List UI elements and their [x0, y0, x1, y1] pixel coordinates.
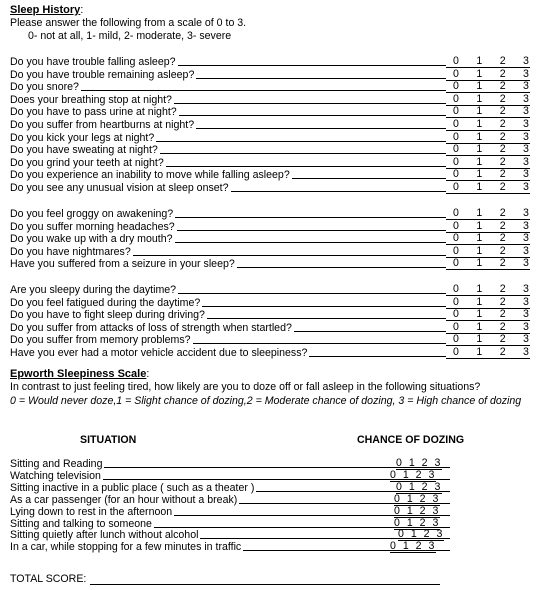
- rating-scale: [446, 283, 530, 296]
- question-text: Do you suffer from heartburns at night?: [10, 119, 195, 131]
- rating-option-0[interactable]: 0: [453, 333, 459, 346]
- rating-option-2[interactable]: 2: [499, 232, 506, 245]
- sleep-history-title-colon: :: [80, 4, 84, 16]
- rating-option-1[interactable]: 1: [476, 244, 483, 257]
- rating-option-2[interactable]: 2: [499, 257, 506, 270]
- question-text: Do you kick your legs at night?: [10, 131, 155, 144]
- answer-line: [81, 90, 446, 91]
- question-row: [10, 105, 530, 118]
- dozing-scale[interactable]: 0 1 2 3: [390, 468, 437, 481]
- rating-option-3[interactable]: 3: [523, 308, 529, 321]
- answer-line: [196, 128, 446, 129]
- answer-line: [160, 153, 446, 154]
- answer-line: [156, 141, 446, 142]
- answer-line: [309, 356, 446, 357]
- rating-option-2[interactable]: 2: [499, 168, 506, 181]
- rating-option-1[interactable]: 1: [476, 118, 483, 130]
- question-row: [10, 346, 530, 359]
- epworth-heading: [10, 368, 149, 380]
- rating-scale: [446, 168, 530, 181]
- rating-option-2[interactable]: 2: [499, 80, 506, 93]
- rating-scale: [446, 80, 530, 93]
- rating-option-1[interactable]: 1: [476, 308, 483, 321]
- rating-option-3[interactable]: 3: [523, 244, 529, 257]
- situation-column-header: SITUATION: [80, 434, 137, 446]
- rating-option-3[interactable]: 3: [523, 130, 529, 143]
- rating-option-0[interactable]: 0: [453, 346, 459, 358]
- question-text: Do you feel fatigued during the daytime?: [10, 296, 201, 309]
- rating-option-1[interactable]: 1: [476, 168, 483, 181]
- answer-line: [207, 318, 446, 319]
- rating-option-2[interactable]: 2: [499, 92, 506, 105]
- question-row: [10, 220, 530, 233]
- rating-option-3[interactable]: 3: [523, 219, 529, 232]
- rating-option-3[interactable]: 3: [523, 232, 529, 245]
- question-row: [10, 283, 530, 296]
- dozing-scale[interactable]: 0 1 2 3: [390, 540, 437, 553]
- answer-line: [196, 78, 446, 79]
- answer-line: [294, 331, 446, 332]
- sleep-history-instruction: Please answer the following from a scale of 0 to 3.: [10, 17, 247, 29]
- rating-option-2[interactable]: 2: [499, 333, 506, 346]
- answer-line: [177, 230, 446, 231]
- rating-option-1[interactable]: 1: [476, 219, 483, 232]
- question-text: Do you feel groggy on awakening?: [10, 208, 174, 220]
- rating-scale: [446, 321, 530, 334]
- question-row: [10, 296, 530, 309]
- situation-row: [10, 518, 450, 530]
- question-text: Do you suffer morning headaches?: [10, 220, 175, 233]
- rating-option-2[interactable]: 2: [499, 143, 506, 156]
- question-text: Have you suffered from a seizure in your sleep?: [10, 258, 235, 271]
- answer-line: [231, 191, 447, 192]
- answer-line: [179, 115, 446, 116]
- rating-option-3[interactable]: 3: [523, 207, 529, 219]
- rating-scale: [446, 232, 530, 245]
- rating-option-3[interactable]: 3: [523, 80, 529, 93]
- rating-option-3[interactable]: 3: [523, 118, 529, 130]
- situation-text: Sitting quietly after lunch without alcohol: [10, 529, 199, 542]
- situation-text: Lying down to rest in the afternoon: [10, 505, 173, 518]
- rating-scale: [446, 93, 530, 106]
- rating-scale: [446, 296, 530, 309]
- rating-option-1[interactable]: 1: [476, 257, 483, 270]
- rating-option-0[interactable]: 0: [453, 308, 459, 321]
- question-text: Do you grind your teeth at night?: [10, 156, 164, 169]
- rating-scale: [446, 207, 530, 220]
- rating-option-0[interactable]: 0: [453, 257, 459, 270]
- rating-option-3[interactable]: 3: [523, 55, 529, 67]
- rating-option-0[interactable]: 0: [453, 130, 459, 143]
- answer-line: [175, 242, 446, 243]
- rating-option-2[interactable]: 2: [499, 295, 506, 308]
- rating-option-1[interactable]: 1: [476, 333, 483, 346]
- question-row: [10, 245, 530, 258]
- situation-text: In a car, while stopping for a few minutes in traffic: [10, 541, 242, 554]
- rating-option-0[interactable]: 0: [453, 295, 459, 308]
- rating-option-0[interactable]: 0: [453, 168, 459, 181]
- answer-line: [174, 103, 446, 104]
- dozing-scale[interactable]: 0 1 2 3: [394, 504, 441, 517]
- dozing-scale[interactable]: 0 1 2 3: [394, 492, 441, 505]
- rating-option-3[interactable]: 3: [523, 143, 529, 156]
- rating-option-0[interactable]: 0: [453, 80, 459, 93]
- answer-line: [193, 343, 446, 344]
- dozing-scale[interactable]: 0 1 2 3: [398, 528, 445, 541]
- rating-option-0[interactable]: 0: [453, 219, 459, 232]
- answer-line: [178, 65, 447, 66]
- rating-option-3[interactable]: 3: [523, 295, 529, 308]
- rating-option-1[interactable]: 1: [476, 55, 483, 67]
- chance-column-header: CHANCE OF DOZING: [357, 434, 465, 446]
- rating-scale: [446, 143, 530, 156]
- rating-scale: [446, 131, 530, 144]
- rating-option-2[interactable]: 2: [499, 55, 506, 67]
- question-row: [10, 181, 530, 194]
- rating-scale: [446, 156, 530, 169]
- dozing-scale[interactable]: 0 1 2 3: [396, 457, 443, 469]
- question-text: Do you experience an inability to move while falling asleep?: [10, 169, 290, 182]
- rating-option-1[interactable]: 1: [476, 346, 483, 358]
- question-row: [10, 308, 530, 321]
- question-row: [10, 118, 530, 131]
- dozing-scale[interactable]: 0 1 2 3: [396, 480, 443, 493]
- question-text: Do you see any unusual vision at sleep onset?: [10, 182, 229, 194]
- rating-scale: [446, 257, 530, 270]
- situation-row: [10, 482, 450, 494]
- question-row: [10, 321, 530, 334]
- question-row: [10, 333, 530, 346]
- rating-option-3[interactable]: 3: [523, 283, 529, 295]
- rating-option-2[interactable]: 2: [499, 283, 506, 295]
- rating-option-3[interactable]: 3: [523, 168, 529, 181]
- question-text: Do you have to pass urine at night?: [10, 106, 177, 119]
- total-score-row: [10, 573, 440, 585]
- rating-scale: [446, 346, 530, 359]
- situation-text: As a car passenger (for an hour without a break): [10, 493, 238, 506]
- question-row: [10, 257, 530, 270]
- rating-option-3[interactable]: 3: [523, 181, 529, 193]
- rating-option-0[interactable]: 0: [453, 244, 459, 257]
- rating-option-2[interactable]: 2: [499, 118, 506, 130]
- dozing-scale[interactable]: 0 1 2 3: [394, 516, 441, 529]
- rating-option-2[interactable]: 2: [499, 320, 506, 333]
- rating-option-3[interactable]: 3: [523, 257, 529, 270]
- question-text: Do you snore?: [10, 81, 79, 94]
- rating-scale: [446, 245, 530, 258]
- question-text: Do you suffer from attacks of loss of strength when startled?: [10, 321, 292, 334]
- rating-option-3[interactable]: 3: [523, 155, 529, 168]
- epworth-intro: In contrast to just feeling tired, how likely are you to doze off or fall asleep in the following situations?: [10, 381, 481, 393]
- situation-row: [10, 541, 450, 553]
- question-text: Have you ever had a motor vehicle accident due to sleepiness?: [10, 347, 308, 359]
- rating-scale: [446, 118, 530, 131]
- rating-option-0[interactable]: 0: [453, 232, 459, 245]
- situation-row: [10, 529, 450, 541]
- rating-option-3[interactable]: 3: [523, 346, 529, 358]
- rating-option-2[interactable]: 2: [499, 207, 506, 219]
- rating-option-1[interactable]: 1: [476, 105, 483, 118]
- rating-option-2[interactable]: 2: [499, 346, 506, 358]
- rating-option-0[interactable]: 0: [453, 55, 459, 67]
- rating-option-2[interactable]: 2: [499, 308, 506, 321]
- answer-line: [237, 267, 446, 268]
- epworth-legend: 0 = Would never doze,1 = Slight chance of dozing,2 = Moderate chance of dozing, 3 = High chance of dozing: [10, 395, 522, 407]
- rating-scale: [446, 181, 530, 194]
- epworth-title: Epworth Sleepiness Scale: [10, 368, 147, 380]
- rating-option-1[interactable]: 1: [476, 80, 483, 93]
- answer-line: [175, 217, 446, 218]
- situation-row: [10, 494, 450, 506]
- situation-row: [10, 458, 450, 470]
- rating-option-3[interactable]: 3: [523, 320, 529, 333]
- rating-option-0[interactable]: 0: [453, 283, 459, 295]
- question-text: Do you wake up with a dry mouth?: [10, 233, 173, 246]
- rating-option-0[interactable]: 0: [453, 105, 459, 118]
- total-score-label: TOTAL SCORE:: [10, 573, 87, 585]
- rating-option-0[interactable]: 0: [453, 320, 459, 333]
- total-score-field[interactable]: [90, 573, 440, 585]
- rating-option-3[interactable]: 3: [523, 105, 529, 118]
- question-row: [10, 131, 530, 144]
- question-row: [10, 156, 530, 169]
- answer-line: [202, 306, 446, 307]
- rating-option-2[interactable]: 2: [499, 67, 506, 80]
- question-row: [10, 143, 530, 156]
- rating-option-0[interactable]: 0: [453, 181, 459, 193]
- situation-text: Sitting and Reading: [10, 458, 103, 470]
- rating-option-2[interactable]: 2: [499, 130, 506, 143]
- rating-option-0[interactable]: 0: [453, 92, 459, 105]
- answer-line: [178, 293, 446, 294]
- sleep-history-title: Sleep History: [10, 4, 81, 16]
- question-row: [10, 168, 530, 181]
- rating-option-3[interactable]: 3: [523, 92, 529, 105]
- question-text: Does your breathing stop at night?: [10, 93, 172, 106]
- situation-text: Sitting and talking to someone: [10, 517, 152, 530]
- rating-scale: [446, 55, 530, 68]
- rating-option-0[interactable]: 0: [453, 207, 459, 219]
- answer-line: [133, 255, 446, 256]
- rating-option-1[interactable]: 1: [476, 143, 483, 156]
- question-row: [10, 207, 530, 220]
- question-row: [10, 55, 530, 68]
- rating-option-3[interactable]: 3: [523, 67, 529, 80]
- rating-option-1[interactable]: 1: [476, 67, 483, 80]
- rating-option-3[interactable]: 3: [523, 333, 529, 346]
- answer-line: [292, 178, 446, 179]
- rating-scale: [446, 105, 530, 118]
- sleep-history-heading: [10, 4, 83, 16]
- rating-scale: [446, 68, 530, 81]
- question-text: Do you have sweating at night?: [10, 144, 158, 157]
- rating-option-0[interactable]: 0: [453, 155, 459, 168]
- rating-option-1[interactable]: 1: [476, 232, 483, 245]
- rating-option-2[interactable]: 2: [499, 155, 506, 168]
- rating-option-1[interactable]: 1: [476, 155, 483, 168]
- question-text: Do you have nightmares?: [10, 245, 131, 258]
- rating-option-2[interactable]: 2: [499, 105, 506, 118]
- rating-option-1[interactable]: 1: [476, 320, 483, 333]
- situation-row: [10, 470, 450, 482]
- situation-text: Watching television: [10, 469, 101, 482]
- question-text: Do you have trouble falling asleep?: [10, 56, 176, 68]
- rating-option-1[interactable]: 1: [476, 92, 483, 105]
- rating-option-0[interactable]: 0: [453, 67, 459, 80]
- answer-line: [166, 166, 446, 167]
- rating-scale: [446, 220, 530, 233]
- question-text: Do you suffer from memory problems?: [10, 334, 191, 347]
- rating-scale: [446, 333, 530, 346]
- question-text: Do you have trouble remaining asleep?: [10, 68, 195, 81]
- rating-option-1[interactable]: 1: [476, 295, 483, 308]
- question-row: [10, 68, 530, 81]
- question-row: [10, 80, 530, 93]
- rating-option-2[interactable]: 2: [499, 219, 506, 232]
- rating-option-1[interactable]: 1: [476, 283, 483, 295]
- rating-option-2[interactable]: 2: [499, 244, 506, 257]
- situation-text: Sitting inactive in a public place ( such as a theater ): [10, 481, 255, 494]
- question-row: [10, 232, 530, 245]
- question-text: Are you sleepy during the daytime?: [10, 284, 177, 296]
- rating-option-1[interactable]: 1: [476, 130, 483, 143]
- rating-option-0[interactable]: 0: [453, 143, 459, 156]
- rating-scale: [446, 308, 530, 321]
- question-row: [10, 93, 530, 106]
- rating-option-0[interactable]: 0: [453, 118, 459, 130]
- sleep-history-legend: 0- not at all, 1- mild, 2- moderate, 3- severe: [28, 30, 232, 42]
- rating-option-1[interactable]: 1: [476, 207, 483, 219]
- rating-option-2[interactable]: 2: [499, 181, 506, 193]
- situation-row: [10, 506, 450, 518]
- epworth-title-colon: :: [146, 368, 150, 380]
- rating-option-1[interactable]: 1: [476, 181, 483, 193]
- question-text: Do you have to fight sleep during driving?: [10, 309, 205, 322]
